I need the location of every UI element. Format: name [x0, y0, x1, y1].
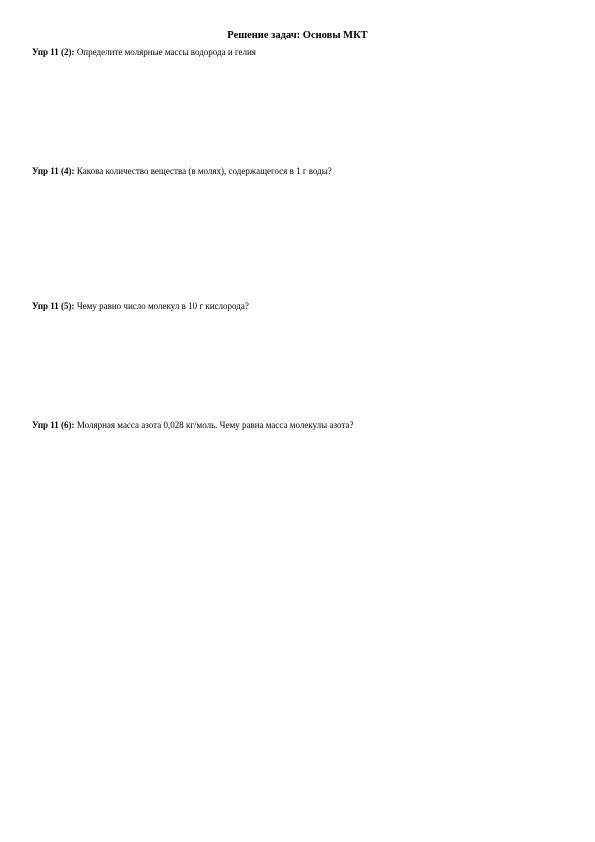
- task-text: Молярная масса азота 0,028 кг/моль. Чему равна масса молекулы азота?: [74, 420, 354, 430]
- task-label: Упр 11 (6):: [32, 420, 75, 430]
- task-text: Определите молярные массы водорода и гелия: [74, 47, 256, 57]
- task-exercise-11-4: [32, 165, 332, 177]
- task-label: Упр 11 (2):: [32, 47, 75, 57]
- task-exercise-11-5: [32, 300, 249, 312]
- task-exercise-11-6: [32, 419, 353, 431]
- task-text: Какова количество вещества (в молях), содержащегося в 1 г воды?: [74, 166, 332, 176]
- task-exercise-11-2: [32, 46, 256, 58]
- task-text: Чему равно число молекул в 10 г кислорода?: [74, 301, 249, 311]
- page-title: Решение задач: Основы МКТ: [227, 30, 368, 41]
- task-label: Упр 11 (4):: [32, 166, 75, 176]
- task-label: Упр 11 (5):: [32, 301, 75, 311]
